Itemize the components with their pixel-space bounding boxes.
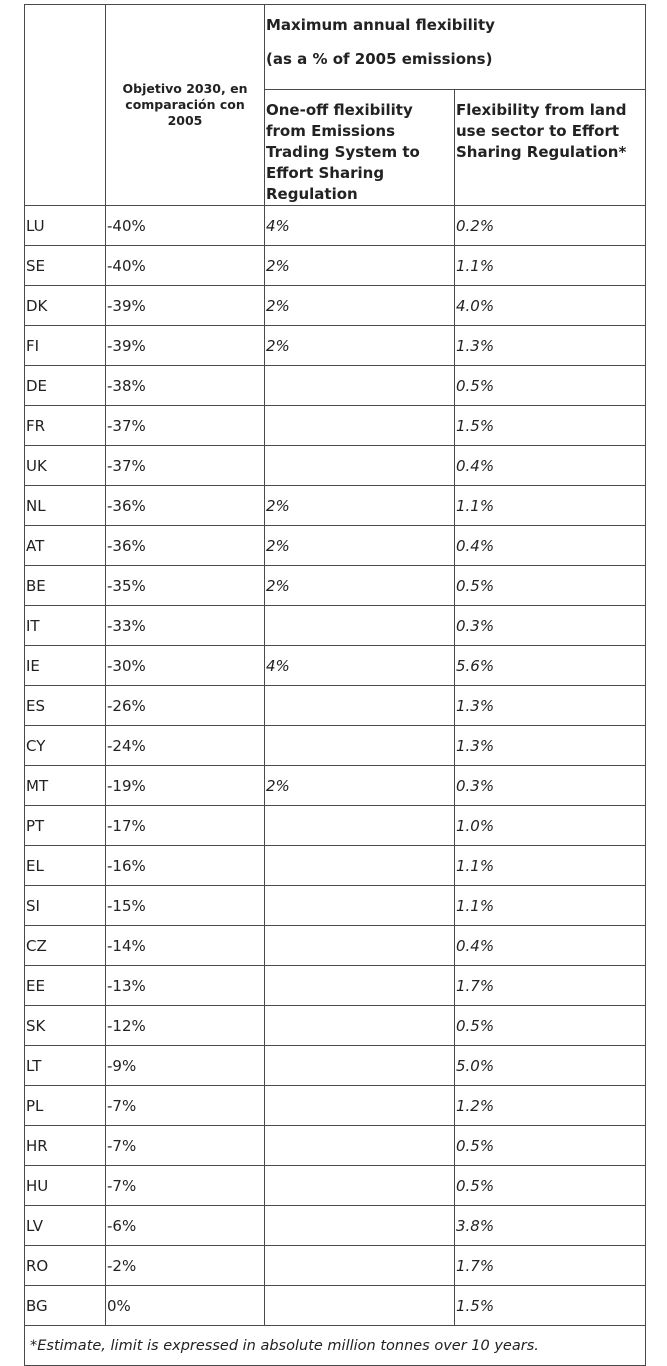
table-row (25, 1246, 646, 1286)
ets-flex-cell (265, 966, 455, 1006)
ets-flex-cell (265, 1006, 455, 1046)
land-flex-cell: 0.5% (455, 1006, 646, 1046)
land-flex-cell: 1.7% (455, 1246, 646, 1286)
target-cell: -7% (106, 1166, 265, 1206)
land-flex-cell: 1.0% (455, 806, 646, 846)
ets-flex-cell (265, 366, 455, 406)
target-cell: -26% (106, 686, 265, 726)
land-flex-cell: 0.5% (455, 1126, 646, 1166)
land-flex-cell: 1.1% (455, 886, 646, 926)
table-row (25, 246, 646, 286)
country-cell: UK (25, 446, 106, 486)
ets-flex-cell (265, 606, 455, 646)
table-row (25, 406, 646, 446)
ets-flex-cell: 2% (265, 486, 455, 526)
target-cell: -38% (106, 366, 265, 406)
target-cell: -12% (106, 1006, 265, 1046)
land-flex-cell: 1.5% (455, 406, 646, 446)
country-cell: DE (25, 366, 106, 406)
target-cell: -40% (106, 246, 265, 286)
land-flex-cell: 0.5% (455, 566, 646, 606)
land-flex-cell: 1.3% (455, 686, 646, 726)
ets-flex-cell (265, 446, 455, 486)
target-cell: -2% (106, 1246, 265, 1286)
country-cell: HR (25, 1126, 106, 1166)
target-cell: -36% (106, 526, 265, 566)
ets-flex-cell: 2% (265, 566, 455, 606)
land-flex-cell: 1.7% (455, 966, 646, 1006)
country-cell: FI (25, 326, 106, 366)
country-cell: EL (25, 846, 106, 886)
header-land-flexibility: Flexibility from land use sector to Effort Sharing Regulation* (455, 90, 646, 206)
table-row (25, 606, 646, 646)
table-row (25, 1086, 646, 1126)
table-row (25, 446, 646, 486)
country-cell: NL (25, 486, 106, 526)
country-cell: BE (25, 566, 106, 606)
land-flex-cell: 5.6% (455, 646, 646, 686)
target-cell: -13% (106, 966, 265, 1006)
table-row (25, 486, 646, 526)
target-cell: -14% (106, 926, 265, 966)
country-cell: DK (25, 286, 106, 326)
header-ets-flexibility: One-off flexibility from Emissions Trading System to Effort Sharing Regulation (265, 90, 455, 206)
ets-flex-cell: 2% (265, 766, 455, 806)
land-flex-cell: 0.3% (455, 766, 646, 806)
country-cell: CY (25, 726, 106, 766)
target-cell: -39% (106, 326, 265, 366)
table-row (25, 686, 646, 726)
ets-flex-cell (265, 686, 455, 726)
country-cell: PT (25, 806, 106, 846)
target-cell: -17% (106, 806, 265, 846)
country-cell: FR (25, 406, 106, 446)
land-flex-cell: 0.4% (455, 526, 646, 566)
land-flex-cell: 1.1% (455, 846, 646, 886)
table-row (25, 1126, 646, 1166)
table-row (25, 1006, 646, 1046)
table-row (25, 206, 646, 246)
table-row (25, 806, 646, 846)
target-cell: -19% (106, 766, 265, 806)
table-row (25, 646, 646, 686)
table-row (25, 926, 646, 966)
table-row (25, 1206, 646, 1246)
header-max-flex-title: Maximum annual flexibility (266, 16, 495, 34)
land-flex-cell: 0.2% (455, 206, 646, 246)
table-row (25, 1286, 646, 1326)
land-flex-cell: 0.5% (455, 1166, 646, 1206)
ets-flex-cell: 4% (265, 206, 455, 246)
table-row (25, 1046, 646, 1086)
header-max-flex-subtitle: (as a % of 2005 emissions) (266, 50, 493, 68)
ets-flex-cell (265, 1086, 455, 1126)
table-row (25, 1166, 646, 1206)
ets-flex-cell (265, 1206, 455, 1246)
flexibility-table (24, 4, 646, 1366)
ets-flex-cell (265, 1246, 455, 1286)
land-flex-cell: 1.5% (455, 1286, 646, 1326)
land-flex-cell: 1.1% (455, 246, 646, 286)
country-cell: SE (25, 246, 106, 286)
country-cell: MT (25, 766, 106, 806)
land-flex-cell: 3.8% (455, 1206, 646, 1246)
header-objective: Objetivo 2030, en comparación con 2005 (106, 5, 265, 206)
country-cell: RO (25, 1246, 106, 1286)
country-cell: LT (25, 1046, 106, 1086)
country-cell: LV (25, 1206, 106, 1246)
target-cell: -37% (106, 446, 265, 486)
ets-flex-cell (265, 926, 455, 966)
ets-flex-cell: 2% (265, 526, 455, 566)
table-row (25, 366, 646, 406)
land-flex-cell: 1.2% (455, 1086, 646, 1126)
land-flex-cell: 0.5% (455, 366, 646, 406)
table-row (25, 766, 646, 806)
target-cell: -7% (106, 1126, 265, 1166)
country-cell: PL (25, 1086, 106, 1126)
country-cell: EE (25, 966, 106, 1006)
country-cell: SI (25, 886, 106, 926)
ets-flex-cell (265, 886, 455, 926)
ets-flex-cell (265, 726, 455, 766)
country-cell: CZ (25, 926, 106, 966)
ets-flex-cell (265, 806, 455, 846)
ets-flex-cell (265, 846, 455, 886)
land-flex-cell: 4.0% (455, 286, 646, 326)
ets-flex-cell: 2% (265, 326, 455, 366)
table-row (25, 526, 646, 566)
country-cell: SK (25, 1006, 106, 1046)
ets-flex-cell (265, 1286, 455, 1326)
footnote: *Estimate, limit is expressed in absolute million tonnes over 10 years. (25, 1326, 646, 1366)
target-cell: -36% (106, 486, 265, 526)
land-flex-cell: 1.3% (455, 326, 646, 366)
target-cell: 0% (106, 1286, 265, 1326)
ets-flex-cell (265, 1126, 455, 1166)
target-cell: -35% (106, 566, 265, 606)
ets-flex-cell: 2% (265, 286, 455, 326)
table-row (25, 966, 646, 1006)
ets-flex-cell: 2% (265, 246, 455, 286)
land-flex-cell: 1.3% (455, 726, 646, 766)
target-cell: -39% (106, 286, 265, 326)
target-cell: -40% (106, 206, 265, 246)
target-cell: -7% (106, 1086, 265, 1126)
land-flex-cell: 5.0% (455, 1046, 646, 1086)
country-cell: IE (25, 646, 106, 686)
target-cell: -6% (106, 1206, 265, 1246)
header-max-flexibility (265, 5, 646, 90)
target-cell: -24% (106, 726, 265, 766)
country-cell: BG (25, 1286, 106, 1326)
ets-flex-cell: 4% (265, 646, 455, 686)
target-cell: -9% (106, 1046, 265, 1086)
ets-flex-cell (265, 1046, 455, 1086)
country-cell: LU (25, 206, 106, 246)
country-cell: IT (25, 606, 106, 646)
target-cell: -33% (106, 606, 265, 646)
country-cell: ES (25, 686, 106, 726)
table-row (25, 326, 646, 366)
target-cell: -37% (106, 406, 265, 446)
target-cell: -30% (106, 646, 265, 686)
land-flex-cell: 0.4% (455, 926, 646, 966)
table-body (25, 206, 646, 1326)
land-flex-cell: 0.3% (455, 606, 646, 646)
table-row (25, 846, 646, 886)
country-cell: HU (25, 1166, 106, 1206)
ets-flex-cell (265, 406, 455, 446)
target-cell: -16% (106, 846, 265, 886)
table-row (25, 566, 646, 606)
land-flex-cell: 0.4% (455, 446, 646, 486)
country-cell: AT (25, 526, 106, 566)
table-row (25, 886, 646, 926)
land-flex-cell: 1.1% (455, 486, 646, 526)
header-country-cell (25, 5, 106, 206)
table-row (25, 726, 646, 766)
table-row (25, 286, 646, 326)
table-header (25, 5, 646, 206)
ets-flex-cell (265, 1166, 455, 1206)
target-cell: -15% (106, 886, 265, 926)
